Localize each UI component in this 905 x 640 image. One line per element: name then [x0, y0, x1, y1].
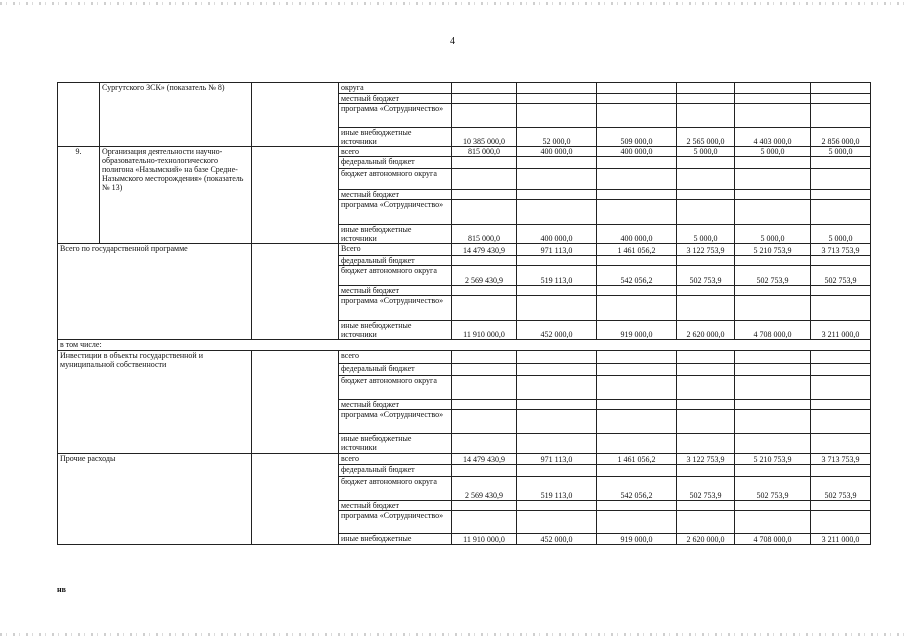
amount-cell: 502 753,9: [811, 266, 871, 286]
amount-cell: [517, 376, 597, 400]
source-cell: иные внебюджетные источники: [339, 225, 452, 244]
amount-cell: 509 000,0: [597, 128, 677, 147]
amount-cell: [677, 190, 735, 200]
source-cell: бюджет автономного округа: [339, 376, 452, 400]
amount-cell: [597, 364, 677, 376]
amount-cell: 1 461 056,2: [597, 454, 677, 465]
amount-cell: [597, 465, 677, 477]
amount-cell: [597, 501, 677, 511]
amount-cell: [452, 296, 517, 321]
amount-cell: 502 753,9: [811, 477, 871, 501]
amount-cell: [677, 94, 735, 104]
amount-cell: [517, 434, 597, 454]
amount-cell: [735, 190, 811, 200]
source-cell: местный бюджет: [339, 400, 452, 410]
amount-cell: [811, 465, 871, 477]
amount-cell: [811, 256, 871, 266]
amount-cell: [811, 511, 871, 534]
amount-cell: [452, 351, 517, 364]
row-number-cell: 9.: [58, 147, 100, 244]
amount-cell: [811, 157, 871, 169]
source-cell: федеральный бюджет: [339, 465, 452, 477]
amount-cell: [452, 104, 517, 128]
amount-cell: [735, 351, 811, 364]
source-cell: местный бюджет: [339, 501, 452, 511]
amount-cell: [677, 104, 735, 128]
amount-cell: [811, 94, 871, 104]
amount-cell: [597, 376, 677, 400]
amount-cell: [677, 410, 735, 434]
source-cell: федеральный бюджет: [339, 364, 452, 376]
item-name-cell: Организация деятельности научно-образовательно-технологического полигона «Назымский» на базе Средне-Назымского месторождения» (показатель № 13): [100, 147, 252, 244]
amount-cell: [811, 364, 871, 376]
amount-cell: 502 753,9: [735, 266, 811, 286]
amount-cell: 4 708 000,0: [735, 534, 811, 545]
amount-cell: 1 461 056,2: [597, 244, 677, 256]
amount-cell: [597, 104, 677, 128]
amount-cell: [597, 511, 677, 534]
amount-cell: [677, 286, 735, 296]
amount-cell: 519 113,0: [517, 266, 597, 286]
amount-cell: [677, 351, 735, 364]
source-cell: программа «Сотрудничество»: [339, 410, 452, 434]
amount-cell: 2 565 000,0: [677, 128, 735, 147]
amount-cell: [811, 200, 871, 225]
amount-cell: [517, 83, 597, 94]
footer-mark: нв: [57, 585, 66, 594]
amount-cell: 3 211 000,0: [811, 321, 871, 340]
amount-cell: [517, 511, 597, 534]
amount-cell: [597, 256, 677, 266]
amount-cell: [735, 364, 811, 376]
amount-cell: 14 479 430,9: [452, 454, 517, 465]
amount-cell: 2 569 430,9: [452, 266, 517, 286]
amount-cell: 400 000,0: [597, 147, 677, 157]
amount-cell: [452, 410, 517, 434]
amount-cell: [517, 400, 597, 410]
table-row: [58, 454, 871, 465]
amount-cell: [811, 400, 871, 410]
amount-cell: 5 000,0: [735, 147, 811, 157]
source-cell: бюджет автономного округа: [339, 266, 452, 286]
item-name-cell: Сургутского ЗСК» (показатель № 8): [100, 83, 252, 147]
amount-cell: [452, 169, 517, 190]
table-row: [58, 244, 871, 256]
source-cell: иные внебюджетные источники: [339, 434, 452, 454]
amount-cell: [517, 501, 597, 511]
blank-cell: [252, 147, 339, 244]
amount-cell: [677, 511, 735, 534]
amount-cell: [811, 190, 871, 200]
amount-cell: 519 113,0: [517, 477, 597, 501]
amount-cell: 52 000,0: [517, 128, 597, 147]
blank-cell: [252, 454, 339, 545]
amount-cell: [597, 351, 677, 364]
blank-cell: [252, 244, 339, 340]
amount-cell: [735, 410, 811, 434]
amount-cell: 2 620 000,0: [677, 534, 735, 545]
amount-cell: [597, 200, 677, 225]
scan-artifact-bottom: [0, 633, 905, 636]
section-name-cell: Всего по государственной программе: [58, 244, 252, 340]
amount-cell: [735, 511, 811, 534]
amount-cell: 3 122 753,9: [677, 454, 735, 465]
amount-cell: [677, 200, 735, 225]
amount-cell: [597, 296, 677, 321]
source-cell: федеральный бюджет: [339, 157, 452, 169]
amount-cell: 2 620 000,0: [677, 321, 735, 340]
amount-cell: 3 122 753,9: [677, 244, 735, 256]
amount-cell: [597, 434, 677, 454]
amount-cell: [811, 169, 871, 190]
amount-cell: [597, 83, 677, 94]
amount-cell: [677, 169, 735, 190]
amount-cell: 3 713 753,9: [811, 244, 871, 256]
source-cell: местный бюджет: [339, 94, 452, 104]
amount-cell: [735, 296, 811, 321]
amount-cell: [811, 286, 871, 296]
amount-cell: 919 000,0: [597, 534, 677, 545]
amount-cell: [452, 434, 517, 454]
amount-cell: 400 000,0: [517, 225, 597, 244]
source-cell: программа «Сотрудничество»: [339, 200, 452, 225]
amount-cell: 4 708 000,0: [735, 321, 811, 340]
amount-cell: [517, 351, 597, 364]
blank-cell: [252, 351, 339, 454]
amount-cell: [597, 190, 677, 200]
amount-cell: [811, 296, 871, 321]
amount-cell: 10 385 000,0: [452, 128, 517, 147]
amount-cell: 14 479 430,9: [452, 244, 517, 256]
amount-cell: 502 753,9: [677, 266, 735, 286]
amount-cell: [677, 400, 735, 410]
source-cell: федеральный бюджет: [339, 256, 452, 266]
source-cell: программа «Сотрудничество»: [339, 104, 452, 128]
amount-cell: [517, 465, 597, 477]
amount-cell: 3 211 000,0: [811, 534, 871, 545]
source-cell: всего: [339, 454, 452, 465]
amount-cell: [517, 296, 597, 321]
source-cell: всего: [339, 147, 452, 157]
source-cell: бюджет автономного округа: [339, 477, 452, 501]
amount-cell: [735, 286, 811, 296]
amount-cell: [677, 256, 735, 266]
amount-cell: [452, 376, 517, 400]
amount-cell: [735, 200, 811, 225]
amount-cell: 971 113,0: [517, 244, 597, 256]
amount-cell: [517, 169, 597, 190]
amount-cell: [735, 94, 811, 104]
amount-cell: 5 000,0: [677, 147, 735, 157]
table-row: [58, 83, 871, 94]
section-name-cell: Инвестиции в объекты государственной и муниципальной собственности: [58, 351, 252, 454]
amount-cell: 919 000,0: [597, 321, 677, 340]
amount-cell: [452, 286, 517, 296]
amount-cell: 5 210 753,9: [735, 454, 811, 465]
source-cell: программа «Сотрудничество»: [339, 296, 452, 321]
amount-cell: 2 856 000,0: [811, 128, 871, 147]
amount-cell: 502 753,9: [735, 477, 811, 501]
source-cell: иные внебюджетные: [339, 534, 452, 545]
amount-cell: [811, 434, 871, 454]
amount-cell: [677, 434, 735, 454]
amount-cell: [597, 410, 677, 434]
amount-cell: [452, 501, 517, 511]
amount-cell: [735, 256, 811, 266]
amount-cell: [811, 83, 871, 94]
amount-cell: 5 000,0: [677, 225, 735, 244]
amount-cell: [517, 157, 597, 169]
amount-cell: [517, 410, 597, 434]
amount-cell: [517, 190, 597, 200]
source-cell: Всего: [339, 244, 452, 256]
amount-cell: [735, 104, 811, 128]
source-cell: округа: [339, 83, 452, 94]
amount-cell: 452 000,0: [517, 534, 597, 545]
amount-cell: [517, 256, 597, 266]
amount-cell: [677, 501, 735, 511]
amount-cell: 5 000,0: [811, 225, 871, 244]
amount-cell: 5 000,0: [735, 225, 811, 244]
amount-cell: [452, 83, 517, 94]
table-row: [58, 147, 871, 157]
table-row: [58, 340, 871, 351]
amount-cell: [452, 364, 517, 376]
source-cell: местный бюджет: [339, 190, 452, 200]
amount-cell: [735, 376, 811, 400]
budget-table: [57, 82, 871, 545]
amount-cell: [597, 94, 677, 104]
amount-cell: [735, 434, 811, 454]
amount-cell: [735, 465, 811, 477]
including-label: в том числе:: [58, 340, 871, 351]
amount-cell: 400 000,0: [597, 225, 677, 244]
amount-cell: [517, 364, 597, 376]
amount-cell: [452, 157, 517, 169]
amount-cell: 4 403 000,0: [735, 128, 811, 147]
amount-cell: [597, 157, 677, 169]
amount-cell: 5 000,0: [811, 147, 871, 157]
source-cell: всего: [339, 351, 452, 364]
amount-cell: 3 713 753,9: [811, 454, 871, 465]
amount-cell: 815 000,0: [452, 147, 517, 157]
amount-cell: [452, 94, 517, 104]
page-number: 4: [450, 36, 455, 47]
budget-table-body: [58, 83, 871, 545]
source-cell: иные внебюджетные источники: [339, 321, 452, 340]
amount-cell: 502 753,9: [677, 477, 735, 501]
amount-cell: [677, 376, 735, 400]
amount-cell: [735, 83, 811, 94]
amount-cell: 2 569 430,9: [452, 477, 517, 501]
source-cell: местный бюджет: [339, 286, 452, 296]
amount-cell: [735, 169, 811, 190]
amount-cell: [735, 501, 811, 511]
amount-cell: [452, 400, 517, 410]
source-cell: программа «Сотрудничество»: [339, 511, 452, 534]
amount-cell: [811, 376, 871, 400]
amount-cell: [517, 104, 597, 128]
amount-cell: 542 056,2: [597, 266, 677, 286]
amount-cell: [517, 94, 597, 104]
amount-cell: [452, 200, 517, 225]
amount-cell: 400 000,0: [517, 147, 597, 157]
amount-cell: [452, 511, 517, 534]
source-cell: бюджет автономного округа: [339, 169, 452, 190]
table-row: [58, 351, 871, 364]
amount-cell: [597, 286, 677, 296]
amount-cell: [452, 465, 517, 477]
amount-cell: [597, 169, 677, 190]
amount-cell: [735, 157, 811, 169]
amount-cell: 5 210 753,9: [735, 244, 811, 256]
amount-cell: [452, 256, 517, 266]
amount-cell: [517, 286, 597, 296]
blank-cell: [252, 83, 339, 147]
amount-cell: [735, 400, 811, 410]
amount-cell: [811, 410, 871, 434]
section-name-cell: Прочие расходы: [58, 454, 252, 545]
amount-cell: [452, 190, 517, 200]
amount-cell: 11 910 000,0: [452, 321, 517, 340]
amount-cell: 542 056,2: [597, 477, 677, 501]
row-number-cell: [58, 83, 100, 147]
amount-cell: 11 910 000,0: [452, 534, 517, 545]
amount-cell: 815 000,0: [452, 225, 517, 244]
amount-cell: [677, 83, 735, 94]
amount-cell: [597, 400, 677, 410]
amount-cell: [811, 351, 871, 364]
amount-cell: 452 000,0: [517, 321, 597, 340]
source-cell: иные внебюджетные источники: [339, 128, 452, 147]
amount-cell: [677, 465, 735, 477]
amount-cell: [677, 296, 735, 321]
amount-cell: [677, 157, 735, 169]
amount-cell: [517, 200, 597, 225]
amount-cell: [677, 364, 735, 376]
scan-artifact-top: [0, 2, 905, 5]
amount-cell: 971 113,0: [517, 454, 597, 465]
amount-cell: [811, 501, 871, 511]
amount-cell: [811, 104, 871, 128]
